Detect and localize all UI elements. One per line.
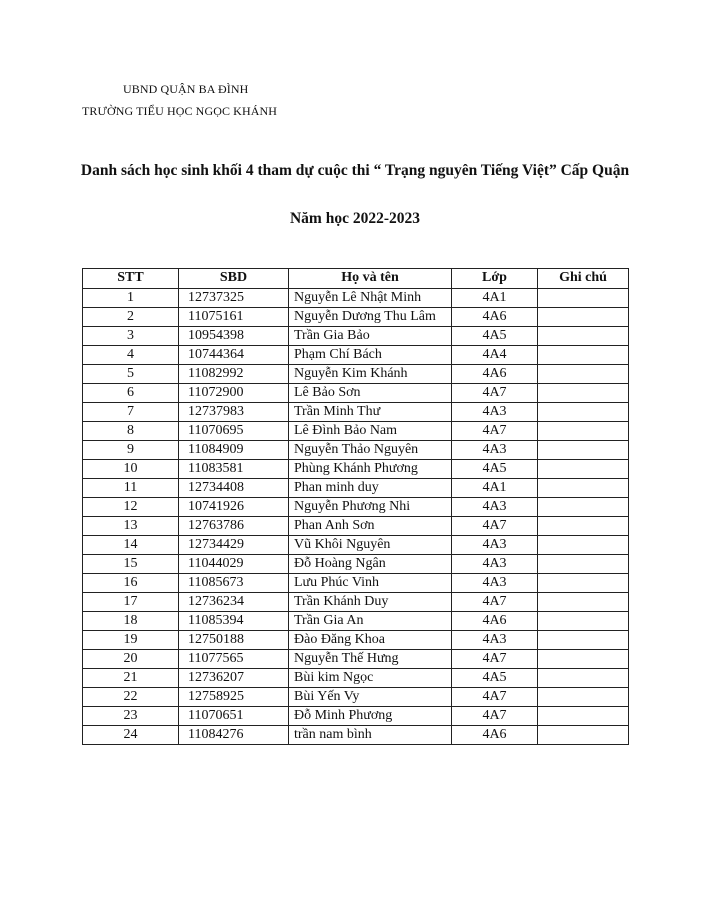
student-name: Trần Khánh Duy: [289, 593, 452, 612]
candidate-number: 10741926: [179, 498, 289, 517]
table-row: [83, 384, 629, 403]
note-cell: [538, 422, 629, 441]
table-row: [83, 555, 629, 574]
row-number: 10: [83, 460, 179, 479]
class-name: 4A7: [452, 593, 538, 612]
student-name: Nguyễn Phương Nhi: [289, 498, 452, 517]
class-name: 4A1: [452, 479, 538, 498]
table-row: [83, 422, 629, 441]
table-row: [83, 441, 629, 460]
class-name: 4A3: [452, 574, 538, 593]
student-name: Phan minh duy: [289, 479, 452, 498]
candidate-number: 11082992: [179, 365, 289, 384]
candidate-number: 11070695: [179, 422, 289, 441]
row-number: 23: [83, 707, 179, 726]
table-row: [83, 536, 629, 555]
document-title: Danh sách học sinh khối 4 tham dự cuộc thi “ Trạng nguyên Tiếng Việt” Cấp Quận: [80, 162, 630, 179]
note-cell: [538, 327, 629, 346]
note-cell: [538, 612, 629, 631]
class-name: 4A6: [452, 308, 538, 327]
note-cell: [538, 555, 629, 574]
row-number: 13: [83, 517, 179, 536]
table-row: [83, 460, 629, 479]
candidate-number: 12734408: [179, 479, 289, 498]
table-row: [83, 631, 629, 650]
row-number: 8: [83, 422, 179, 441]
candidate-number: 11085394: [179, 612, 289, 631]
school-header: TRƯỜNG TIỂU HỌC NGỌC KHÁNH: [82, 104, 278, 118]
note-cell: [538, 441, 629, 460]
table-row: [83, 498, 629, 517]
student-name: Đào Đăng Khoa: [289, 631, 452, 650]
candidate-number: 11084276: [179, 726, 289, 745]
student-name: Đỗ Hoàng Ngân: [289, 555, 452, 574]
district-header: UBND QUẬN BA ĐÌNH: [123, 82, 249, 96]
student-name: Nguyễn Dương Thu Lâm: [289, 308, 452, 327]
note-cell: [538, 365, 629, 384]
student-name: Lê Đình Bảo Nam: [289, 422, 452, 441]
note-cell: [538, 631, 629, 650]
class-name: 4A3: [452, 536, 538, 555]
class-name: 4A7: [452, 650, 538, 669]
class-name: 4A3: [452, 631, 538, 650]
table-row: [83, 688, 629, 707]
candidate-number: 11085673: [179, 574, 289, 593]
note-cell: [538, 308, 629, 327]
candidate-number: 12736207: [179, 669, 289, 688]
row-number: 3: [83, 327, 179, 346]
note-cell: [538, 403, 629, 422]
row-number: 7: [83, 403, 179, 422]
row-number: 16: [83, 574, 179, 593]
note-cell: [538, 460, 629, 479]
row-number: 22: [83, 688, 179, 707]
note-cell: [538, 479, 629, 498]
column-header-name: Họ và tên: [289, 269, 452, 289]
class-name: 4A7: [452, 688, 538, 707]
column-header-class: Lớp: [452, 269, 538, 289]
student-name: Vũ Khôi Nguyên: [289, 536, 452, 555]
candidate-number: 12763786: [179, 517, 289, 536]
note-cell: [538, 536, 629, 555]
table-row: [83, 327, 629, 346]
column-header-stt: STT: [83, 269, 179, 289]
student-name: Nguyễn Thế Hưng: [289, 650, 452, 669]
row-number: 21: [83, 669, 179, 688]
table-row: [83, 346, 629, 365]
table-row: [83, 289, 629, 308]
student-name: trần nam bình: [289, 726, 452, 745]
row-number: 6: [83, 384, 179, 403]
table-row: [83, 308, 629, 327]
note-cell: [538, 726, 629, 745]
row-number: 12: [83, 498, 179, 517]
student-name: Trần Gia An: [289, 612, 452, 631]
student-name: Bùi Yến Vy: [289, 688, 452, 707]
class-name: 4A5: [452, 460, 538, 479]
table-row: [83, 365, 629, 384]
class-name: 4A4: [452, 346, 538, 365]
table-row: [83, 593, 629, 612]
table-row: [83, 669, 629, 688]
class-name: 4A3: [452, 555, 538, 574]
note-cell: [538, 593, 629, 612]
table-row: [83, 403, 629, 422]
candidate-number: 11072900: [179, 384, 289, 403]
class-name: 4A3: [452, 441, 538, 460]
note-cell: [538, 498, 629, 517]
row-number: 11: [83, 479, 179, 498]
school-year: Năm học 2022-2023: [289, 210, 421, 227]
note-cell: [538, 346, 629, 365]
candidate-number: 12737325: [179, 289, 289, 308]
table-row: [83, 726, 629, 745]
candidate-number: 10744364: [179, 346, 289, 365]
table-header-row: [83, 269, 629, 289]
student-name: Đỗ Minh Phương: [289, 707, 452, 726]
student-name: Lưu Phúc Vinh: [289, 574, 452, 593]
row-number: 15: [83, 555, 179, 574]
class-name: 4A7: [452, 384, 538, 403]
note-cell: [538, 574, 629, 593]
row-number: 14: [83, 536, 179, 555]
row-number: 5: [83, 365, 179, 384]
class-name: 4A6: [452, 365, 538, 384]
class-name: 4A1: [452, 289, 538, 308]
column-header-sbd: SBD: [179, 269, 289, 289]
candidate-number: 11075161: [179, 308, 289, 327]
class-name: 4A7: [452, 422, 538, 441]
table-row: [83, 517, 629, 536]
candidate-number: 12736234: [179, 593, 289, 612]
class-name: 4A6: [452, 726, 538, 745]
student-name: Nguyễn Lê Nhật Minh: [289, 289, 452, 308]
class-name: 4A7: [452, 707, 538, 726]
student-name: Phan Anh Sơn: [289, 517, 452, 536]
student-name: Nguyễn Kim Khánh: [289, 365, 452, 384]
table-row: [83, 650, 629, 669]
column-header-note: Ghi chú: [538, 269, 629, 289]
candidate-number: 12750188: [179, 631, 289, 650]
student-name: Trần Gia Bảo: [289, 327, 452, 346]
row-number: 18: [83, 612, 179, 631]
class-name: 4A6: [452, 612, 538, 631]
student-name: Nguyễn Thảo Nguyên: [289, 441, 452, 460]
note-cell: [538, 650, 629, 669]
class-name: 4A7: [452, 517, 538, 536]
table-row: [83, 707, 629, 726]
student-name: Phùng Khánh Phương: [289, 460, 452, 479]
student-name: Phạm Chí Bách: [289, 346, 452, 365]
class-name: 4A3: [452, 403, 538, 422]
student-name: Lê Bảo Sơn: [289, 384, 452, 403]
student-table: [82, 268, 629, 745]
candidate-number: 12734429: [179, 536, 289, 555]
candidate-number: 11083581: [179, 460, 289, 479]
row-number: 1: [83, 289, 179, 308]
row-number: 4: [83, 346, 179, 365]
row-number: 9: [83, 441, 179, 460]
row-number: 17: [83, 593, 179, 612]
candidate-number: 11077565: [179, 650, 289, 669]
row-number: 19: [83, 631, 179, 650]
candidate-number: 12737983: [179, 403, 289, 422]
candidate-number: 10954398: [179, 327, 289, 346]
candidate-number: 12758925: [179, 688, 289, 707]
note-cell: [538, 289, 629, 308]
table-row: [83, 574, 629, 593]
table-body: [83, 289, 629, 745]
note-cell: [538, 707, 629, 726]
student-name: Bùi kim Ngọc: [289, 669, 452, 688]
note-cell: [538, 517, 629, 536]
class-name: 4A5: [452, 669, 538, 688]
candidate-number: 11070651: [179, 707, 289, 726]
table-row: [83, 612, 629, 631]
student-name: Trần Minh Thư: [289, 403, 452, 422]
note-cell: [538, 384, 629, 403]
note-cell: [538, 669, 629, 688]
class-name: 4A3: [452, 498, 538, 517]
row-number: 24: [83, 726, 179, 745]
candidate-number: 11084909: [179, 441, 289, 460]
class-name: 4A5: [452, 327, 538, 346]
table-row: [83, 479, 629, 498]
candidate-number: 11044029: [179, 555, 289, 574]
row-number: 2: [83, 308, 179, 327]
note-cell: [538, 688, 629, 707]
row-number: 20: [83, 650, 179, 669]
